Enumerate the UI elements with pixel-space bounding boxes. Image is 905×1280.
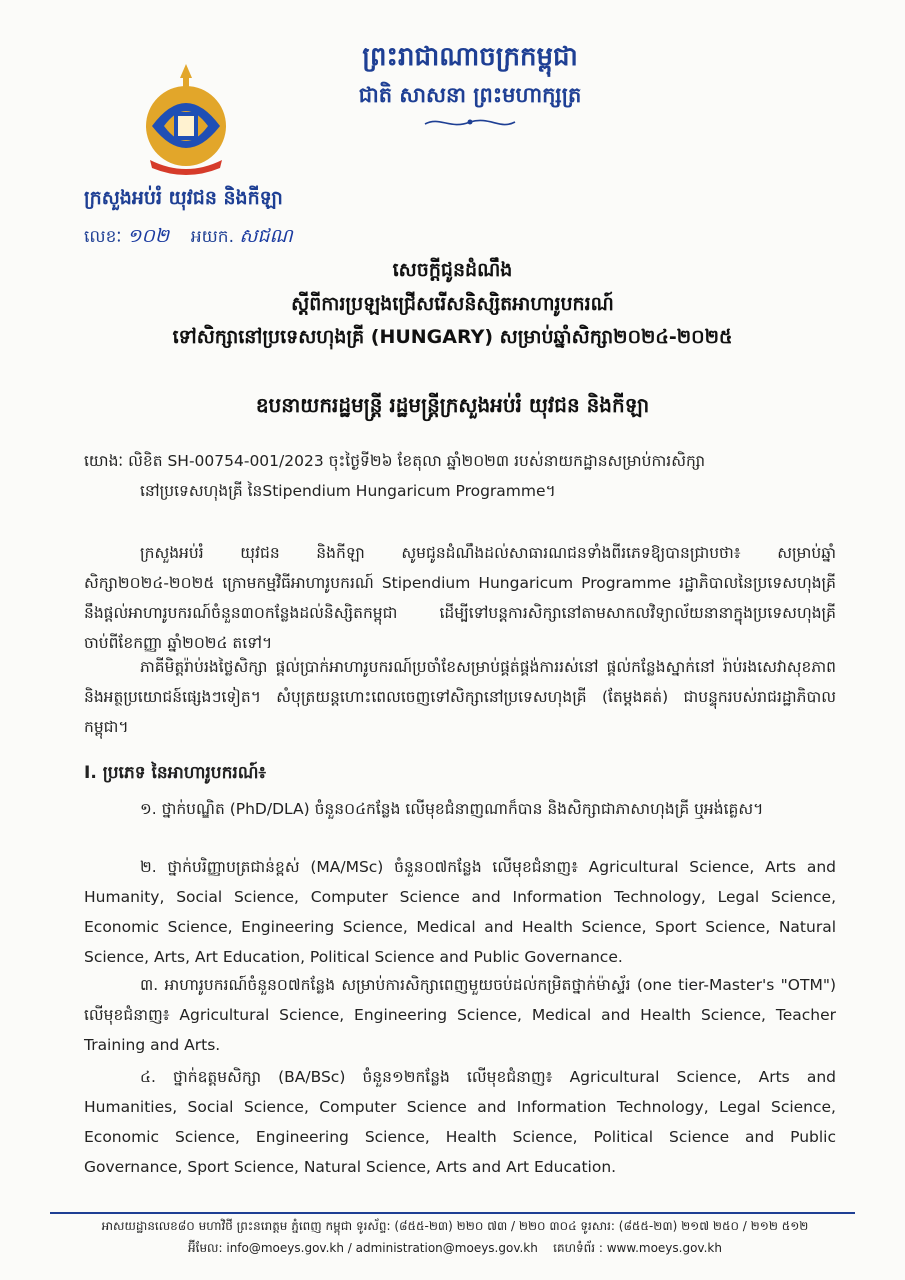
scholarship-item-3 bbox=[84, 970, 836, 1060]
scholarship-item-4 bbox=[84, 1062, 836, 1182]
ref-unit: អយក. bbox=[190, 227, 234, 247]
section-heading: I. ប្រភេទ នៃអាហារូបករណ៍៖ bbox=[84, 763, 267, 783]
scholarship-item-1 bbox=[84, 794, 836, 824]
ministry-name: ក្រសួងអប់រំ យុវជន និងកីឡា bbox=[84, 187, 283, 209]
reference-paragraph bbox=[84, 446, 836, 506]
notice-subject: ស្តីពីការប្រឡងជ្រើសរើសនិស្សិតអាហារូបករណ៍ bbox=[291, 293, 614, 315]
kingdom-title: ព្រះរាជាណាចក្រកម្ពុជា bbox=[362, 42, 578, 72]
footer-divider bbox=[50, 1212, 855, 1214]
item-4: ៤. ថ្នាក់ឧត្តមសិក្សា (BA/BSc) ចំនួន១២កន្លែង លើមុខជំនាញ៖ Agricultural Science, Arts and Humanities, Social Science, Computer Science and Information Technology, Legal Science, Economic Science, Engineering Science, Health Science, Political Science and Public Governance, Sport Science, Natural Science, Arts and Art Education. bbox=[84, 1068, 836, 1176]
item-1: ១. ថ្នាក់បណ្ឌិត (PhD/DLA) ចំនួន០៤កន្លែង លើមុខជំនាញណាក៏បាន និងសិក្សាជាភាសាហុងគ្រី ឬអង់គ្លេស។ bbox=[140, 800, 764, 818]
email-links[interactable]: info@moeys.gov.kh / administration@moeys.gov.kh bbox=[226, 1241, 538, 1255]
footer-contacts bbox=[60, 1240, 850, 1258]
paragraph-1: ក្រសួងអប់រំ យុវជន និងកីឡា សូមជូនដំណឹងដល់សាធារណជនទាំងពីរភេទឱ្យបានជ្រាបថា៖ សម្រាប់ឆ្នាំសិក្សា២០២៤-២០២៥ ក្រោមកម្មវិធីអាហារូបករណ៍ Stipendium Hungaricum Programme រដ្ឋាភិបាលនៃប្រទេសហុងគ្រី នឹងផ្តល់អាហារូបករណ៍ចំនួន៣០កន្លែងដល់និស្សិតកម្ពុជា ដើម្បីទៅបន្តការសិក្សានៅតាមសាកលវិទ្យាល័យនានាក្នុងប្រទេសហុងគ្រី ចាប់ពីខែកញ្ញា ឆ្នាំ២០២៤ តទៅ។ bbox=[84, 544, 836, 652]
ref-label: លេខៈ bbox=[84, 227, 122, 247]
ornament-divider-icon bbox=[420, 112, 520, 134]
notice-subject-2: ទៅសិក្សានៅប្រទេសហុងគ្រី (HUNGARY) សម្រាប់ឆ្នាំសិក្សា២០២៤-២០២៥ bbox=[172, 326, 733, 348]
notice-title: សេចក្តីជូនដំណឹង bbox=[392, 259, 513, 281]
national-motto: ជាតិ សាសនា ព្រះមហាក្សត្រ bbox=[358, 83, 582, 107]
paragraph-2: ភាគីមិត្តរ៉ាប់រងថ្លៃសិក្សា ផ្តល់ប្រាក់អាហារូបករណ៍ប្រចាំខែសម្រាប់ផ្គត់ផ្គង់ការរស់នៅ ផ្តល់កន្លែងស្នាក់នៅ រ៉ាប់រងសេវាសុខភាព និងអត្ថប្រយោជន៍ផ្សេងៗទៀត។ សំបុត្រយន្តហោះពេលចេញទៅសិក្សានៅប្រទេសហុងគ្រី (តែម្តងគត់) ជាបន្ទុករបស់រាជរដ្ឋាភិបាលកម្ពុជា។ bbox=[84, 658, 836, 736]
reference-line-2: នៅប្រទេសហុងគ្រី នៃStipendium Hungaricum Programme។ bbox=[140, 482, 556, 500]
ministry-emblem-icon bbox=[140, 60, 232, 178]
body-paragraph-1 bbox=[84, 538, 836, 658]
email-label: អ៊ីមែល: bbox=[188, 1241, 223, 1255]
item-2: ២. ថ្នាក់បរិញ្ញាបត្រជាន់ខ្ពស់ (MA/MSc) ចំនួន០៧កន្លែង លើមុខជំនាញ៖ Agricultural Science, Arts and Humanity, Social Science, Computer Science and Information Technology, Legal Science, Economic Science, Engineering Science, Medical and Health Science, Sport Science, Natural Science, Arts, Art Education, Political Science and Public Governance. bbox=[84, 858, 836, 966]
website-label: គេហទំព័រ : bbox=[553, 1241, 603, 1255]
issuer-title: ឧបនាយករដ្ឋមន្ត្រី រដ្ឋមន្ត្រីក្រសួងអប់រំ យុវជន និងកីឡា bbox=[255, 393, 650, 417]
reference-line: យោងៈ លិខិត SH-00754-001/2023 ចុះថ្ងៃទី២៦ ខែតុលា ឆ្នាំ២០២៣ របស់នាយកដ្ឋានសម្រាប់ការសិក្សា bbox=[84, 452, 706, 470]
item-3: ៣. អាហារូបករណ៍ចំនួន០៧កន្លែង សម្រាប់ការសិក្សាពេញមួយចប់ដល់កម្រិតថ្នាក់ម៉ាស្ទ័រ (one tier-Master's "OTM") លើមុខជំនាញ៖ Agricultural Science, Engineering Science, Medical and Health Science, Teacher Training and Arts. bbox=[84, 976, 836, 1054]
reference-number bbox=[84, 224, 293, 252]
ref-sign: សជណ bbox=[239, 225, 293, 247]
scholarship-item-2 bbox=[84, 852, 836, 972]
ref-number: ១០២ bbox=[126, 225, 170, 247]
body-paragraph-2 bbox=[84, 652, 836, 742]
footer-address: អាសយដ្ឋានលេខ៨០ មហាវិថី ព្រះនរោត្តម ភ្នំពេញ កម្ពុជា ទូរស័ព្ទ: (៨៥៥-២៣) ២២០ ៧៣ / ២២០ ៣០៤ ទូរសារ: (៨៥៥-២៣) ២១៧ ២៥០ / ២១២ ៥១២ bbox=[101, 1219, 809, 1233]
website-link[interactable]: www.moeys.gov.kh bbox=[606, 1241, 722, 1255]
